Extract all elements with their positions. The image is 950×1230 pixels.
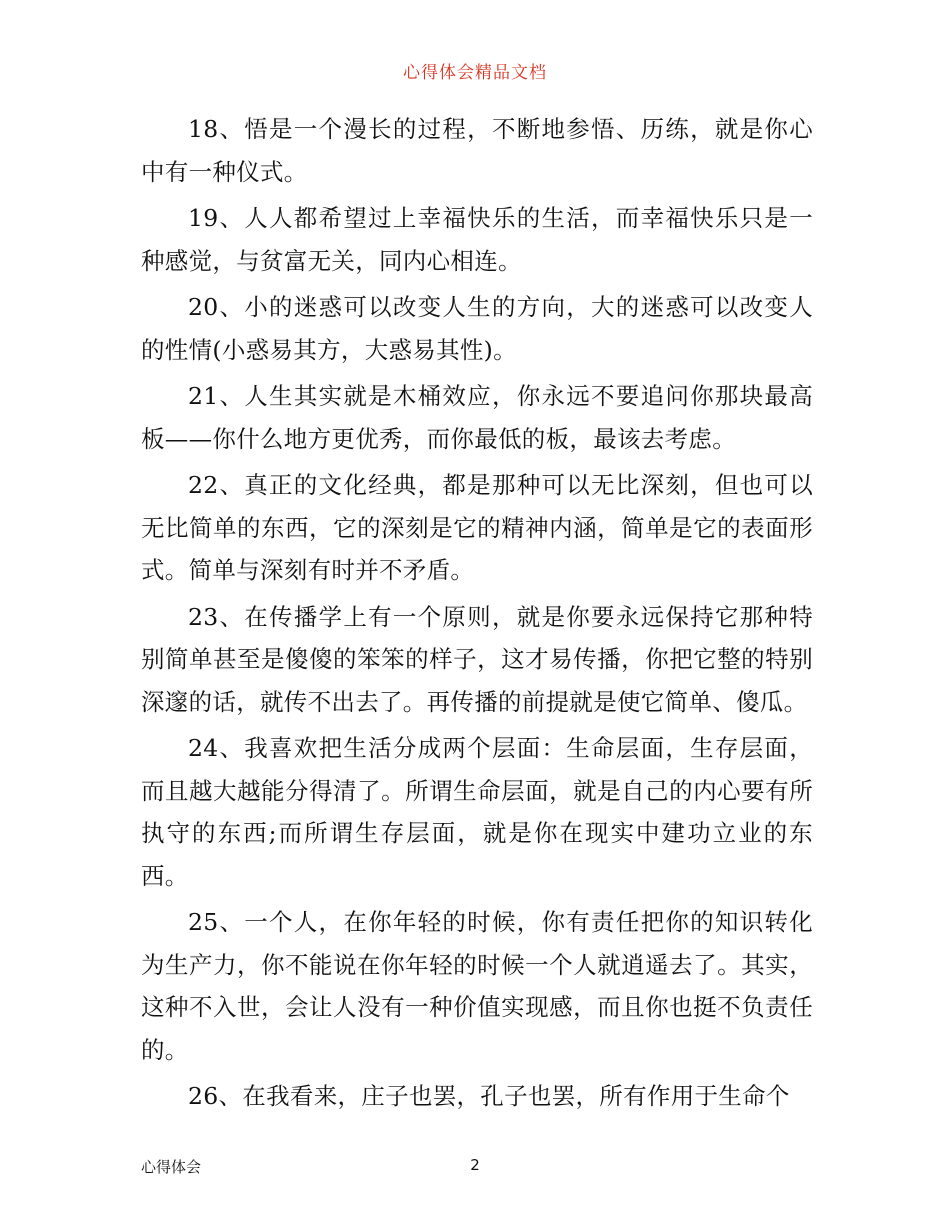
paragraph-20: 20、小的迷惑可以改变人生的方向，大的迷惑可以改变人的性情(小惑易其方，大惑易其性)。 — [141, 293, 813, 364]
paragraph-18: 18、悟是一个漫长的过程，不断地参悟、历练，就是你心中有一种仪式。 — [141, 115, 813, 186]
footer-label: 心得体会 — [141, 1158, 202, 1176]
paragraph-24: 24、我喜欢把生活分成两个层面：生命层面，生存层面，而且越大越能分得清了。所谓生命层面，就是自己的内心要有所执守的东西;而所谓生存层面，就是你在现实中建功立业的东西。 — [141, 734, 813, 890]
paragraph-21: 21、人生其实就是木桶效应，你永远不要追问你那块最高板——你什么地方更优秀，而你最低的板，最该去考虑。 — [141, 382, 813, 453]
paragraph-22: 22、真正的文化经典，都是那种可以无比深刻，但也可以无比简单的东西，它的深刻是它的精神内涵，简单是它的表面形式。简单与深刻有时并不矛盾。 — [141, 471, 813, 584]
paragraph-23: 23、在传播学上有一个原则，就是你要永远保持它那种特别简单甚至是傻傻的笨笨的样子，这才易传播，你把它整的特别深邃的话，就传不出去了。再传播的前提就是使它简单、傻瓜。 — [141, 602, 813, 716]
document-body — [141, 108, 813, 1122]
paragraph-25: 25、一个人，在你年轻的时候，你有责任把你的知识转化为生产力，你不能说在你年轻的时候一个人就逍遥去了。其实，这种不入世，会让人没有一种价值实现感，而且你也挺不负责任的。 — [141, 908, 813, 1064]
paragraph-19: 19、人人都希望过上幸福快乐的生活，而幸福快乐只是一种感觉，与贫富无关，同内心相连。 — [141, 204, 813, 275]
paragraph-26: 26、在我看来，庄子也罢，孔子也罢，所有作用于生命个 — [188, 1082, 790, 1110]
page-header-title: 心得体会精品文档 — [403, 63, 547, 83]
page-number: 2 — [470, 1156, 480, 1174]
